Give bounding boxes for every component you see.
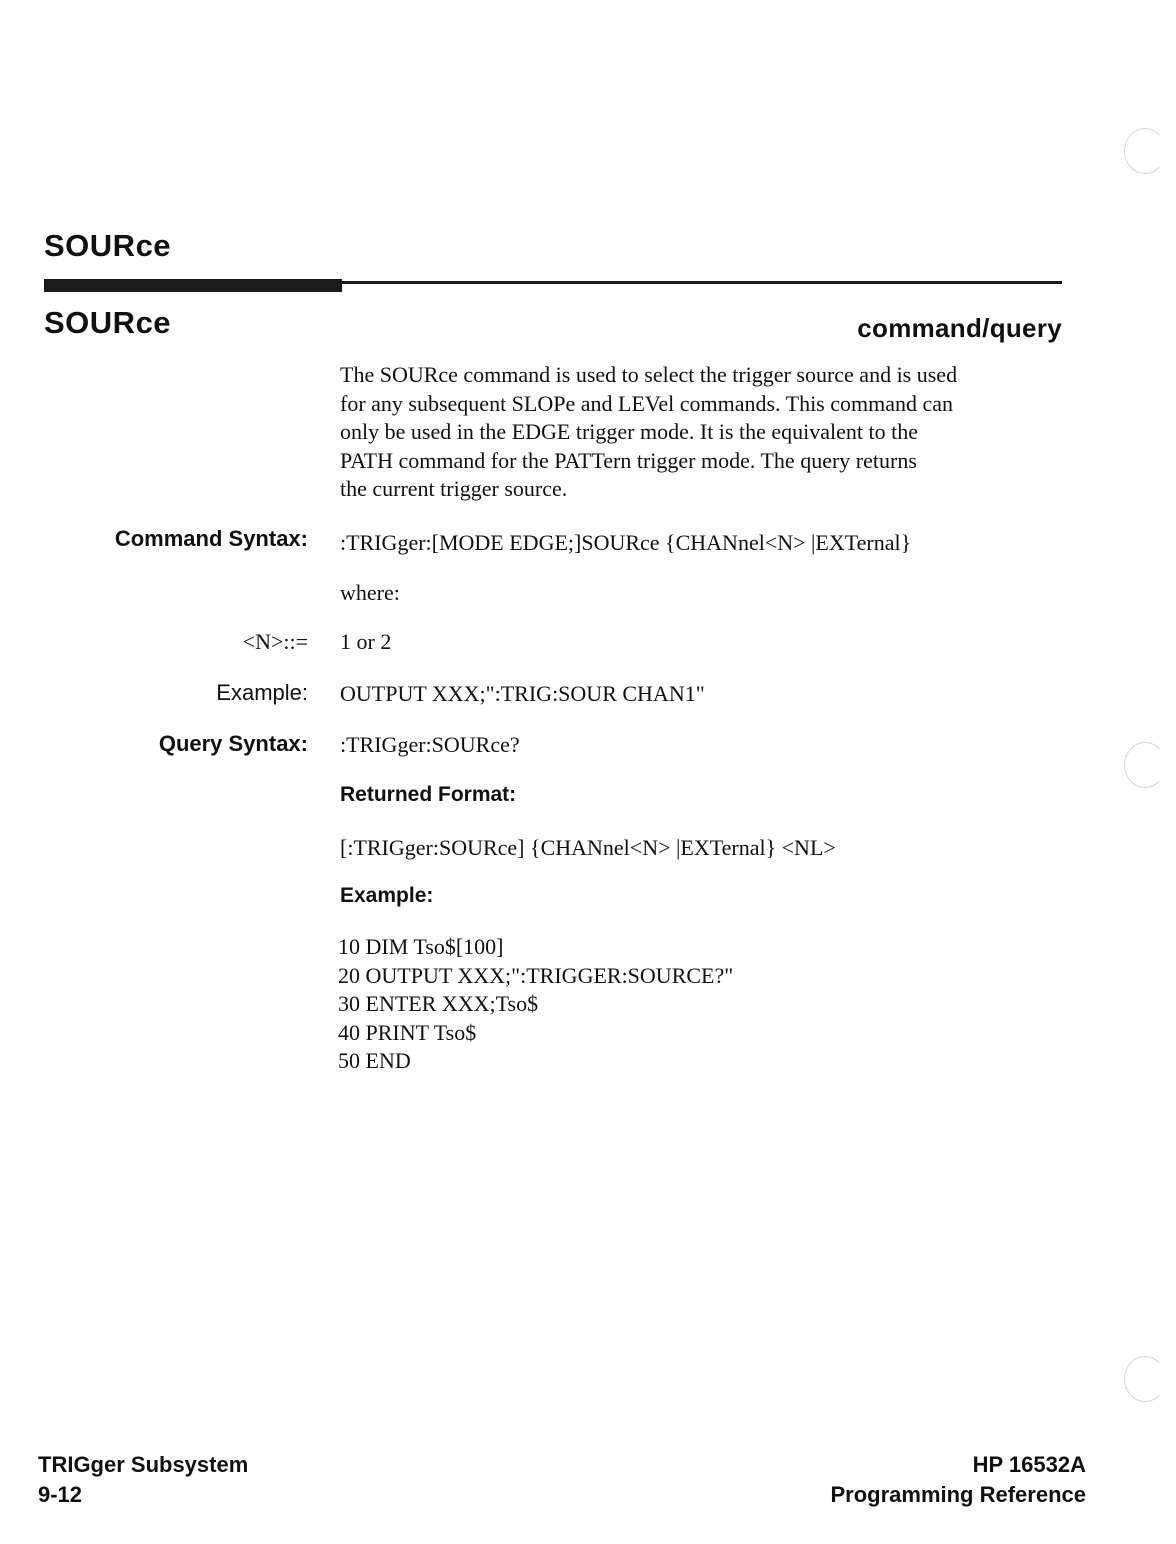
param-n-label: <N>::= bbox=[242, 629, 308, 654]
description-line: The SOURce command is used to select the trigger source and is used bbox=[340, 362, 958, 387]
footer-left bbox=[38, 1450, 248, 1510]
section-title: SOURce bbox=[44, 228, 172, 263]
footer-subsystem: TRIGger Subsystem bbox=[38, 1452, 249, 1477]
example-value: OUTPUT XXX;":TRIG:SOUR CHAN1" bbox=[340, 681, 705, 706]
footer-page-number: 9-12 bbox=[38, 1482, 83, 1507]
query-syntax-value: :TRIGger:SOURce? bbox=[340, 732, 520, 757]
code-line: 20 OUTPUT XXX;":TRIGGER:SOURCE?" bbox=[338, 962, 734, 988]
code-line: 40 PRINT Tso$ bbox=[338, 1019, 477, 1045]
example-label: Example: bbox=[216, 680, 308, 705]
section-rule-thick bbox=[44, 279, 342, 292]
description-line: PATH command for the PATTern trigger mode. The query returns bbox=[340, 447, 917, 473]
command-description bbox=[340, 361, 1060, 504]
code-line: 10 DIM Tso$[100] bbox=[338, 934, 504, 959]
description-line: the current trigger source. bbox=[340, 476, 568, 502]
returned-format-heading: Returned Format: bbox=[340, 783, 517, 806]
section-rule-thin bbox=[342, 281, 1062, 284]
punch-hole-mark bbox=[1124, 128, 1166, 174]
punch-hole-mark bbox=[1124, 1356, 1166, 1402]
footer-right bbox=[830, 1450, 1086, 1510]
query-example-code bbox=[338, 933, 733, 1076]
query-syntax-label: Query Syntax: bbox=[158, 731, 308, 756]
where-text: where: bbox=[340, 580, 400, 605]
code-line: 30 ENTER XXX;Tso$ bbox=[338, 991, 539, 1016]
command-title: SOURce bbox=[44, 305, 172, 340]
command-syntax-label: Command Syntax: bbox=[114, 526, 308, 551]
description-line: for any subsequent SLOPe and LEVel commands. This command can bbox=[340, 390, 954, 416]
command-type: command/query bbox=[857, 313, 1062, 343]
returned-format-value: [:TRIGger:SOURce] {CHANnel<N> |EXTernal} <NL> bbox=[340, 835, 836, 860]
description-line: only be used in the EDGE trigger mode. It is the equivalent to the bbox=[340, 419, 918, 445]
param-n-value: 1 or 2 bbox=[340, 629, 392, 654]
code-line: 50 END bbox=[338, 1048, 411, 1073]
footer-manual-title: Programming Reference bbox=[830, 1482, 1086, 1507]
punch-hole-mark bbox=[1124, 742, 1166, 788]
footer-model: HP 16532A bbox=[972, 1452, 1086, 1477]
query-example-heading: Example: bbox=[340, 884, 434, 907]
command-syntax-value: :TRIGger:[MODE EDGE;]SOURce {CHANnel<N> |EXTernal} bbox=[340, 530, 912, 555]
